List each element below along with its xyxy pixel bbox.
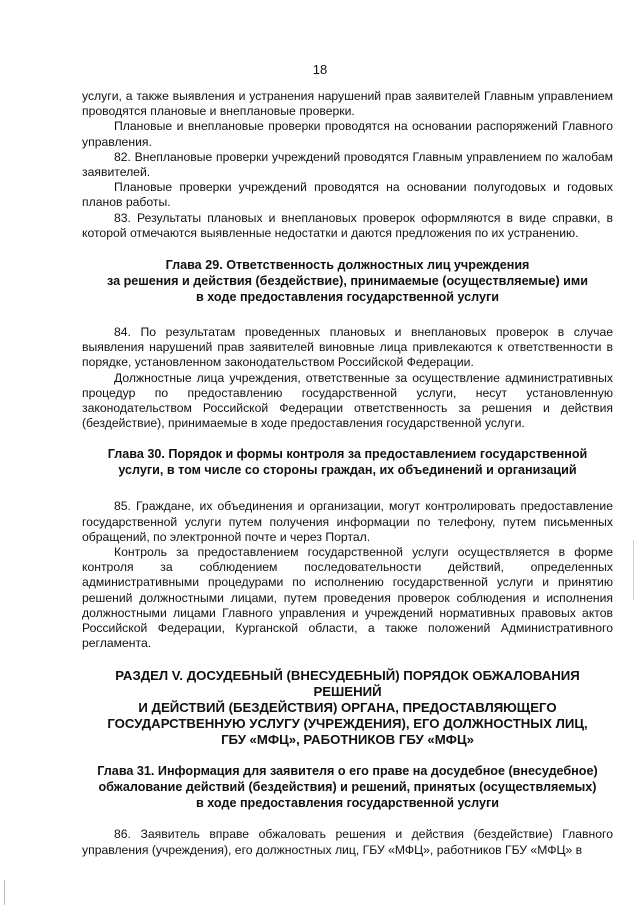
paragraph: услуги, а также выявления и устранения нарушений прав заявителей Главным управлением проводятся плановые и внеплановые проверки. [82, 89, 613, 119]
chapter-31-heading [82, 763, 613, 811]
paragraph: 86. Заявитель вправе обжаловать решения и действия (бездействие) Главного управления (учреждения), его должностных лиц, ГБУ «МФЦ», работников ГБУ «МФЦ» в [82, 827, 613, 857]
paragraph: 85. Граждане, их объединения и организации, могут контролировать предоставление государственной услуги путем получения информации по телефону, путем письменных обращений, по электронной почте и через Портал. [82, 499, 613, 544]
paragraph: 84. По результатам проведенных плановых и внеплановых проверок в случае выявления нарушений прав заявителей виновные лица привлекаются к ответственности в порядке, установленном законодательством Российской Федерации. [82, 325, 613, 370]
page-number: 18 [312, 62, 328, 77]
heading-line: обжалование действий (бездействия) и решений, принятых (осуществляемых) [98, 780, 597, 795]
paragraph: Должностные лица учреждения, ответственные за осуществление административных процедур по предоставлению государственной услуги, несут установленную законодательством Российской Федерации ответственность за решения и действия (бездействие), принимаемые в ходе предоставления государственной услуги. [82, 370, 613, 431]
heading-line: в ходе предоставления государственной услуги [196, 796, 499, 811]
heading-line: Глава 29. Ответственность должностных лиц учреждения [165, 258, 530, 273]
heading-line: в ходе предоставления государственной услуги [196, 290, 499, 305]
scan-edge-mark [4, 880, 5, 905]
heading-line: ГБУ «МФЦ», РАБОТНИКОВ ГБУ «МФЦ» [221, 732, 474, 748]
heading-line: И ДЕЙСТВИЙ (БЕЗДЕЙСТВИЯ) ОРГАНА, ПРЕДОСТАВЛЯЮЩЕГО [138, 700, 557, 716]
chapter-29-heading [82, 257, 613, 305]
heading-line: услуги, в том числе со стороны граждан, их объединений и организаций [118, 463, 577, 478]
document-body [82, 89, 613, 858]
section-5-heading [82, 668, 613, 748]
paragraph: Плановые и внеплановые проверки проводятся на основании распоряжений Главного управления. [82, 119, 613, 149]
heading-line: ГОСУДАРСТВЕННУЮ УСЛУГУ (УЧРЕЖДЕНИЯ), ЕГО ДОЛЖНОСТНЫХ ЛИЦ, [107, 716, 588, 732]
paragraph: 83. Результаты плановых и внеплановых проверок оформляются в виде справки, в которой отмечаются выявленные недостатки и даются предложения по их устранению. [82, 210, 613, 240]
paragraph: 82. Внеплановые проверки учреждений проводятся Главным управлением по жалобам заявителей. [82, 149, 613, 180]
paragraph: Плановые проверки учреждений проводятся на основании полугодовых и годовых планов работы. [82, 180, 613, 210]
heading-line: Глава 30. Порядок и формы контроля за предоставлением государственной [107, 447, 588, 462]
scan-edge-mark [633, 540, 634, 600]
chapter-30-heading [82, 446, 613, 478]
heading-line: РАЗДЕЛ V. ДОСУДЕБНЫЙ (ВНЕСУДЕБНЫЙ) ПОРЯДОК ОБЖАЛОВАНИЯ РЕШЕНИЙ [115, 668, 580, 700]
heading-line: за решения и действия (бездействие), принимаемые (осуществляемые) ими [107, 274, 588, 289]
heading-line: Глава 31. Информация для заявителя о его праве на досудебное (внесудебное) [97, 764, 598, 779]
paragraph: Контроль за предоставлением государственной услуги осуществляется в форме контроля за соблюдением последовательности действий, определенных административными процедурами по исполнению государственной услуги и принятию решений должностными лицами, путем проведения проверок соблюдения и исполнения должностными лицами Главного управления и учреждений нормативных правовых актов Российской Федерации, Курганской области, а также положений Административного регламента. [82, 545, 613, 651]
